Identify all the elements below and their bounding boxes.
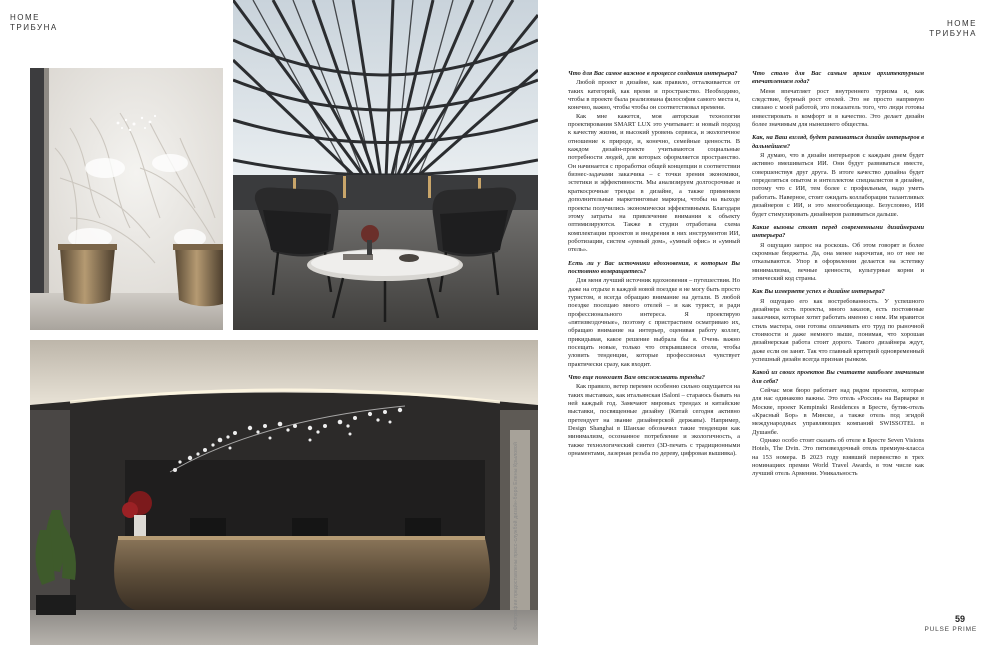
interview-answer-paragraph: Я думаю, что в дизайн интерьеров с каждым днем будет активно вмешиваться ИИ. Они будут развиваться вместе, совершенствуя друг друга. В итоге качество дизайна будет определяться опытом и интеллектом специалистов в дизайне, потому что с ИИ, тем более с профильным, надо уметь работать. Наверное, стоит ожидать коллаборации талантливых дизайнеров с ИИ, и это многообещающе. Безусловно, ИИ будет стимулировать дизайнеров развиваться дальше. (752, 152, 924, 218)
interview-answer-paragraph: Для меня лучший источник вдохновения – путешествия. Но даже на отдыхе в каждой новой поездке я не могу быть просто туристом, я всегда обращаю внимание на детали. В любой поездке посещаю много отелей – и как турист, и ради профессионального интереса. Я проектирую «пятизвездочные», поэтому с пристрастием осматриваю их, обращаю внимание на интерьер, оценивая работу коллег, прикидывая, какое решение выбрала бы я. Очень важно посещать новые, только что открывшиеся отели, чтобы уловить тенденции, которые профессионал чувствует практически сразу, как входит. (568, 277, 740, 368)
interview-question: Есть ли у Вас источники вдохновения, к которым Вы постоянно возвращаетесь? (568, 259, 740, 275)
interview-question: Что для Вас самое важное в процессе создания интерьера? (568, 70, 738, 77)
magazine-name: PULSE PRIME (924, 626, 977, 633)
section-header-right (929, 19, 977, 39)
interview-question: Что стало для Вас самым ярким архитектурным впечатлением года? (752, 70, 924, 86)
page-number: 59 (954, 614, 965, 624)
interview-answer-paragraph: Любой проект в дизайне, как правило, отталкивается от таких категорий, как время и пространство. Необходимо, чтобы в проекте была реализована философия самого места и, конечно, важно, чтобы чтобы он соответствовал времени. (568, 79, 740, 112)
interview-answer-paragraph: Сейчас моя бюро работает над рядом проектов, которые для нас одинаково важны. Это отель «Россия» на Варварке в Москве, проект Kempinski Residences в Бресте, бутик-отель «Красный Бор» в Минске, а также отель под эгидой международных управляющих компаний SWISSOTEL в Душанбе. (752, 387, 924, 436)
interview-answer-paragraph: Как мне кажется, моя авторская технология проектирования SMART LUX это учитывает: и новый подход к качеству жизни, и высокий уровень сервиса, и экологичное отношение к природе, и, конечно, семейные ценности. В каждом дизайн-проекте учитываются социальные потребности людей, для которых оформляется пространство. Он начинается с проработки общей концепции в соответствии бизнес-задачами заказчика – с точки зрения экономики, эстетики и эффективности. Мы анализируем долгосрочные и краткосрочные тренды в дизайне, а также применяем дополнительные маркетинговые маркеры, чтобы на выходе проекты получились экономически эффективными. Благодаря этому затраты на привлечение внимания к объекту оптимизируются. Также в студии отработана схема комплектации проектов и внедрения в них инструментов ИИ, роботизации, систем «умный дом», «умный офис» и «умный отель». (568, 112, 740, 254)
photo-credit-caption: Фотографии предоставлены пресс-службой дизайн-бюро Елены Крыловой (513, 441, 519, 630)
photo-lobby-sculpture-wall (30, 68, 223, 330)
interview-question: Что еще помогает Вам отслеживать тренды? (568, 374, 705, 382)
section-header-left (10, 13, 58, 33)
section-header-tribune: ТРИБУНА (10, 23, 58, 32)
interview-answer-paragraph: Я ощущаю его как востребованность. У успешного дизайнера есть проекты, много заказов, есть постоянные заказчики, которые хотят работать именно с ним. Им нравится стиль мастера, они готовы оплачивать его труд по рыночной стоимости и даже немного выше, понимая, что хорошая дизайнерская работа стоит дорого. Такого дизайнера ждут, даже если он занят. Так что главный критерий одновременный успешный дизайн всегда признан рынком. (752, 297, 924, 363)
interview-answer-paragraph: Меня впечатляет рост внутреннего туризма и, как следствие, бурный рост отелей. Это не просто напрямую связано с моей работой, это показатель того, что люди готовы инвестировать в комфорт и в качество. Это делает дизайн более значимым для нынешнего общества. (752, 87, 924, 129)
interview-answer-paragraph: Как правило, ветер перемен особенно сильно ощущается на таких выставках, как итальянская iSaloni – стараюсь бывать на ней каждый год. Замечают мировых трендах и китайские выставки, посвященные дизайну (Китай сегодня активно претендует на звание дизайнерской державы). Например, Design Shanghai в Шанхае обозначил такие тенденции как минимализм, осознанное потребление и экологичность, а также технологический синтез (3D-печать с традиционными орнаментами, лазерная резьба по дереву, цифровая вышивка). (568, 383, 740, 458)
section-header-home: HOME (10, 13, 40, 22)
section-header-home: HOME (947, 19, 977, 28)
interview-answer-paragraph: Однако особо стоит сказать об отеле в Бресте Seven Visions Hotels, The Dvin. Это пятизвездочный отель премиум-класса на 153 номера. В 2023 году взявший первенство в трех номинациях премии World Travel Awards, в том числе как лучший отель Армении. Уникальность (752, 437, 924, 478)
interview-question: Как, на Ваш взгляд, будет развиваться дизайн интерьеров в дальнейшем? (752, 134, 924, 150)
interview-question: Как Вы измеряете успех в дизайне интерьера? (752, 288, 885, 296)
section-header-tribune: ТРИБУНА (929, 29, 977, 38)
interview-answer-paragraph: Я ощущаю запрос на роскошь. Об этом говорят и более скромные бюджеты. Да, она менее нарочитая, но от нее не отказываются. Упор в оформлении делается на эстетику минимализма, вечные ценности, культурные корни и этнический код страны. (752, 241, 924, 282)
article-column-1 (568, 70, 740, 458)
photo-glass-atrium-lounge (233, 0, 538, 330)
article-column-2 (752, 70, 924, 479)
interview-question: Какой из своих проектов Вы считаете наиболее значимым для себя? (752, 369, 924, 385)
interview-question: Какие вызовы стоят перед современными дизайнерами интерьера? (752, 223, 924, 240)
photo-reception-chandelier (30, 340, 538, 645)
